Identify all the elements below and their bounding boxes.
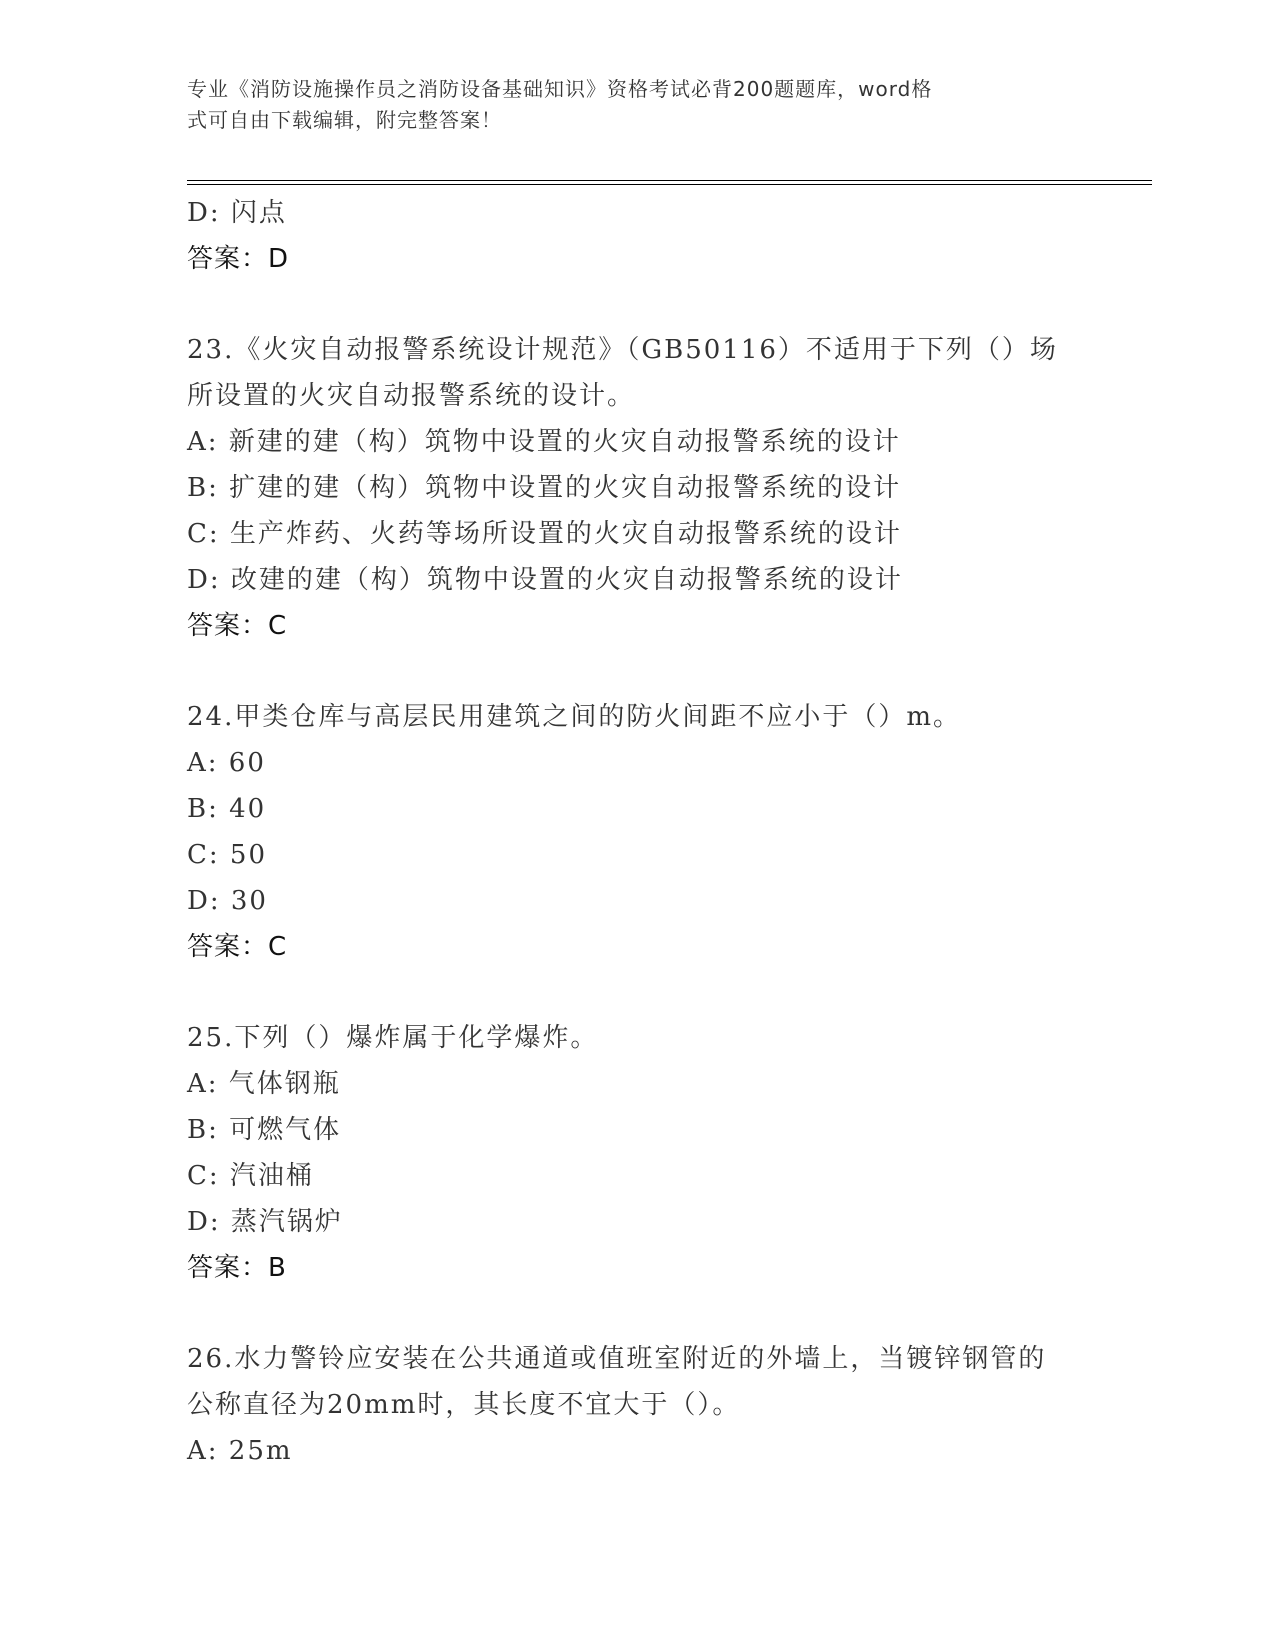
- option-b: B: 可燃气体: [187, 1115, 342, 1145]
- header-line-1: 专业《消防设施操作员之消防设备基础知识》资格考试必背200题题库，word格: [187, 77, 933, 101]
- question-stem: 23.《火灾自动报警系统设计规范》（GB50116）不适用于下列（）场: [187, 335, 1058, 365]
- option-a: A: 60: [187, 748, 266, 778]
- option-c: C: 生产炸药、火药等场所设置的火灾自动报警系统的设计: [187, 519, 902, 549]
- answer: 答案：C: [187, 611, 288, 641]
- spacer: [187, 649, 1147, 694]
- option-c: C: 50: [187, 840, 268, 870]
- option-a: A: 25m: [187, 1436, 293, 1466]
- question-stem: 26.水力警铃应安装在公共通道或值班室附近的外墙上，当镀锌钢管的: [187, 1344, 1047, 1374]
- question-26: [187, 1336, 1147, 1474]
- question-stem-cont: 所设置的火灾自动报警系统的设计。: [187, 381, 636, 411]
- option-a: A: 新建的建（构）筑物中设置的火灾自动报警系统的设计: [187, 427, 901, 457]
- option-d: D: 蒸汽锅炉: [187, 1207, 343, 1237]
- header-divider-top: [187, 180, 1152, 181]
- question-content: [187, 190, 1147, 1474]
- question-25: [187, 1015, 1147, 1291]
- question-24: [187, 694, 1147, 970]
- spacer: [187, 1291, 1147, 1336]
- answer: 答案：C: [187, 932, 288, 962]
- answer: 答案：B: [187, 1253, 287, 1283]
- question-stem-cont: 公称直径为20mm时，其长度不宜大于（）。: [187, 1390, 741, 1420]
- question-stem: 24.甲类仓库与高层民用建筑之间的防火间距不应小于（）m。: [187, 702, 962, 732]
- question-stem: 25.下列（）爆炸属于化学爆炸。: [187, 1023, 599, 1053]
- option-d: D: 30: [187, 886, 268, 916]
- spacer: [187, 282, 1147, 327]
- question-23: [187, 327, 1147, 649]
- prev-question-answer: 答案：D: [187, 244, 290, 274]
- option-b: B: 40: [187, 794, 267, 824]
- spacer: [187, 970, 1147, 1015]
- document-header: [187, 74, 1067, 136]
- option-a: A: 气体钢瓶: [187, 1069, 341, 1099]
- option-b: B: 扩建的建（构）筑物中设置的火灾自动报警系统的设计: [187, 473, 902, 503]
- option-d: D: 改建的建（构）筑物中设置的火灾自动报警系统的设计: [187, 565, 903, 595]
- option-c: C: 汽油桶: [187, 1161, 314, 1191]
- prev-question-option-d: D: 闪点: [187, 198, 287, 228]
- header-divider-bottom: [187, 184, 1152, 185]
- header-line-2: 式可自由下载编辑，附完整答案！: [187, 108, 502, 132]
